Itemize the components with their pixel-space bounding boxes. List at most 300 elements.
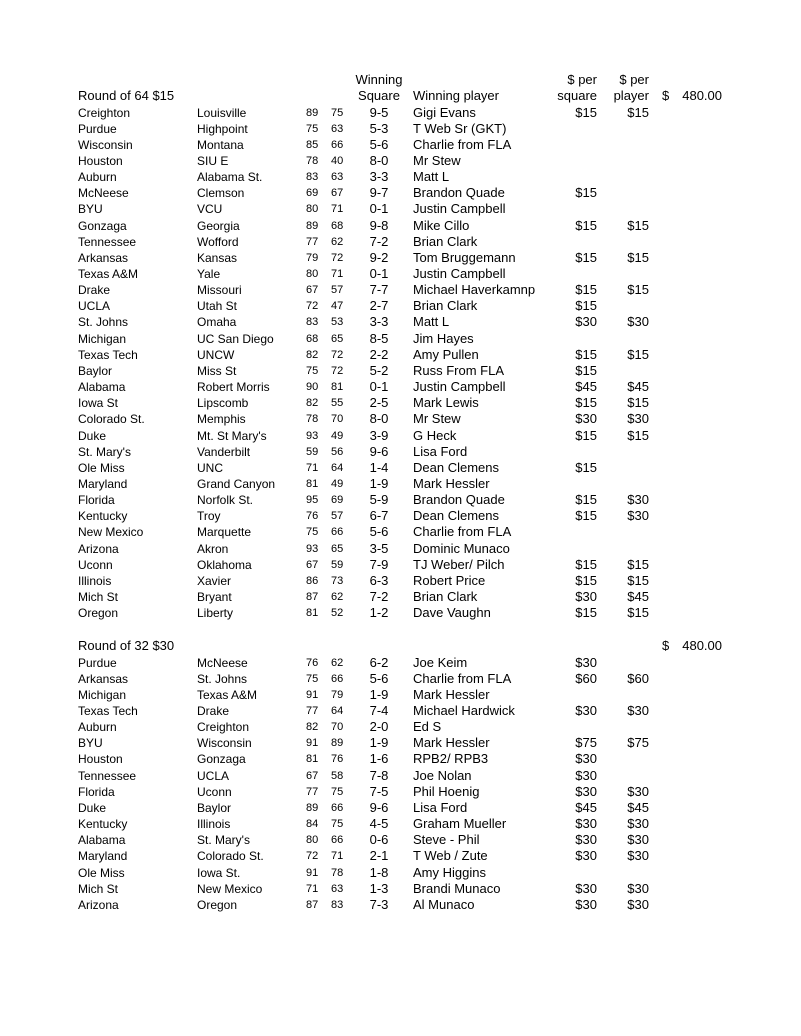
per-player-cell: $45 (627, 379, 649, 394)
table-row (0, 331, 801, 347)
score1-cell: 78 (306, 154, 319, 167)
score1-cell: 87 (306, 898, 319, 911)
winning-square-cell: 7-7 (369, 282, 389, 298)
per-player-cell: $15 (627, 104, 649, 120)
winning-square-cell: 7-8 (369, 767, 389, 783)
score2-cell: 53 (331, 316, 344, 329)
score1-cell: 86 (306, 574, 319, 587)
team2-cell: Norfolk St. (197, 493, 254, 508)
team1-cell: Arizona (78, 897, 119, 912)
team2-cell: UCLA (197, 768, 230, 783)
score2-cell: 57 (331, 510, 344, 523)
winning-square-cell: 7-4 (369, 703, 389, 718)
team1-cell: Auburn (78, 720, 117, 735)
winning-player-cell: Mark Hessler (413, 475, 490, 491)
per-player-cell: $30 (627, 508, 649, 524)
winning-player-cell: Lisa Ford (413, 799, 468, 815)
team1-cell: BYU (78, 202, 103, 217)
team2-cell: Montana (197, 137, 244, 152)
winning-square-cell: 5-3 (369, 120, 389, 136)
table-row (0, 768, 801, 784)
team2-cell: Creighton (197, 720, 250, 735)
team2-cell: Wisconsin (197, 736, 252, 751)
header-row-bottom (0, 88, 801, 104)
team2-cell: Memphis (197, 412, 246, 427)
winning-square-cell: 0-1 (369, 379, 389, 394)
team1-cell: Arkansas (78, 671, 129, 686)
winning-player-cell: Amy Pullen (413, 346, 479, 362)
score1-cell: 84 (306, 818, 319, 830)
winning-player-cell: Michael Haverkamnp (413, 282, 536, 298)
winning-square-cell: 0-1 (369, 266, 389, 281)
table-row (0, 605, 801, 621)
per-player-cell: $60 (627, 670, 649, 686)
score2-cell: 78 (331, 866, 344, 879)
section-title-round-32: Round of 32 $30 (78, 638, 175, 653)
per-player-cell: $15 (627, 282, 649, 298)
score2-cell: 71 (331, 268, 344, 280)
winning-square-cell: 1-4 (369, 459, 389, 475)
winning-player-cell: Brian Clark (413, 298, 478, 314)
team2-cell: Wofford (197, 234, 239, 249)
score1-cell: 89 (306, 219, 319, 232)
team2-cell: Baylor (197, 800, 232, 815)
winning-square-cell: 0-6 (369, 832, 389, 848)
score1-cell: 89 (306, 801, 319, 814)
winning-player-cell: T Web Sr (GKT) (413, 120, 507, 136)
team2-cell: Alabama St. (197, 170, 263, 185)
winning-player-cell: Tom Bruggemann (413, 249, 516, 265)
team1-cell: Michigan (78, 687, 127, 702)
winning-player-cell: Ed S (413, 719, 442, 735)
team2-cell: Grand Canyon (197, 476, 276, 491)
score2-cell: 64 (331, 461, 344, 474)
team1-cell: McNeese (78, 186, 129, 201)
winning-square-cell: 2-2 (369, 346, 389, 362)
per-square-cell: $15 (575, 282, 597, 298)
score2-cell: 49 (331, 477, 344, 490)
score2-cell: 72 (331, 251, 344, 264)
team1-cell: Mich St (78, 590, 119, 604)
winning-player-cell: Justin Campbell (413, 266, 506, 281)
per-square-cell: $30 (575, 816, 597, 831)
team1-cell: BYU (78, 736, 103, 751)
team2-cell: UNC (197, 460, 223, 475)
team2-cell: Utah St (197, 299, 238, 314)
score2-cell: 64 (331, 705, 344, 717)
winning-player-cell: Gigi Evans (413, 104, 476, 120)
per-square-cell: $30 (575, 411, 597, 427)
score1-cell: 67 (306, 769, 319, 782)
per-player-cell: $45 (627, 589, 649, 604)
winning-player-cell: RPB2/ RPB3 (413, 751, 489, 767)
score1-cell: 87 (306, 591, 319, 603)
round-32-title-row (0, 638, 801, 654)
winning-square-cell: 8-0 (369, 152, 389, 168)
score2-cell: 58 (331, 769, 344, 782)
score2-cell: 62 (331, 656, 344, 669)
score2-cell: 69 (331, 494, 344, 507)
table-row (0, 655, 801, 671)
team1-cell: Arkansas (78, 250, 129, 265)
per-player-cell: $30 (627, 314, 649, 330)
winning-player-cell: Amy Higgins (413, 864, 486, 880)
winning-square-cell: 5-2 (369, 362, 389, 378)
team2-cell: Louisville (197, 105, 247, 120)
team2-cell: Xavier (197, 573, 232, 588)
score1-cell: 71 (306, 882, 319, 895)
score1-cell: 80 (306, 834, 319, 847)
team2-cell: Miss St (197, 363, 237, 378)
team2-cell: St. Mary's (197, 833, 250, 848)
team1-cell: New Mexico (78, 525, 144, 540)
per-square-header-line1: $ per (567, 72, 597, 87)
team1-cell: Arizona (78, 541, 119, 556)
winning-player-cell: Mark Lewis (413, 395, 479, 411)
winning-square-cell: 8-0 (369, 411, 389, 427)
per-player-cell: $30 (627, 832, 649, 848)
per-player-cell: $30 (627, 816, 649, 831)
per-square-cell: $45 (575, 379, 597, 394)
score1-cell: 67 (306, 284, 319, 297)
per-player-cell: $30 (627, 896, 649, 912)
team2-cell: UC San Diego (197, 331, 274, 346)
team2-cell: SIU E (197, 153, 229, 168)
team2-cell: Oklahoma (197, 557, 252, 572)
team1-cell: Maryland (78, 849, 128, 864)
winning-player-cell: Lisa Ford (413, 443, 468, 459)
table-row (0, 751, 801, 767)
winning-player-cell: Charlie from FLA (413, 524, 512, 540)
per-square-cell: $15 (575, 104, 597, 120)
score2-cell: 66 (331, 834, 344, 847)
winning-square-cell: 2-0 (369, 719, 389, 735)
score2-cell: 47 (331, 300, 344, 313)
score1-cell: 75 (306, 672, 319, 685)
score2-cell: 73 (331, 574, 344, 587)
score2-cell: 66 (331, 138, 344, 151)
per-square-cell: $15 (575, 556, 597, 572)
winning-square-header-line1: Winning (355, 72, 403, 87)
winning-square-cell: 6-3 (369, 572, 389, 588)
team2-cell: St. Johns (197, 671, 248, 686)
per-square-cell: $15 (575, 185, 597, 201)
winning-square-cell: 2-1 (369, 848, 389, 864)
winning-player-cell: Matt L (413, 169, 450, 185)
score2-cell: 62 (331, 235, 344, 248)
per-square-cell: $30 (575, 783, 597, 799)
per-player-cell: $15 (627, 217, 649, 233)
table-row (0, 234, 801, 250)
team1-cell: Houston (78, 752, 123, 767)
per-square-cell: $15 (575, 298, 597, 314)
team1-cell: Oregon (78, 606, 119, 621)
per-square-cell: $15 (575, 249, 597, 265)
per-player-cell: $15 (627, 572, 649, 588)
winning-player-cell: Matt L (413, 314, 450, 330)
per-square-cell: $30 (575, 654, 597, 670)
table-row (0, 121, 801, 137)
winning-square-cell: 3-3 (369, 169, 389, 185)
per-player-header-line2: player (613, 88, 649, 103)
score2-cell: 66 (331, 672, 344, 685)
per-player-cell: $30 (627, 848, 649, 864)
winning-square-cell: 4-5 (369, 816, 389, 831)
score1-cell: 77 (306, 785, 319, 798)
score2-cell: 72 (331, 348, 344, 361)
score1-cell: 82 (306, 348, 319, 361)
score1-cell: 79 (306, 251, 319, 264)
score2-cell: 70 (331, 721, 344, 734)
team2-cell: Highpoint (197, 121, 248, 136)
winning-square-cell: 5-6 (369, 524, 389, 540)
table-row (0, 379, 801, 395)
winning-square-cell: 9-6 (369, 443, 389, 459)
team1-cell: Texas Tech (78, 704, 138, 718)
team1-cell: Texas Tech (78, 347, 138, 362)
score2-cell: 71 (331, 850, 344, 863)
team2-cell: Uconn (197, 784, 232, 799)
team1-cell: Duke (78, 428, 107, 443)
winning-square-cell: 7-9 (369, 556, 389, 572)
per-square-cell: $45 (575, 799, 597, 815)
score2-cell: 62 (331, 591, 344, 603)
score2-cell: 65 (331, 542, 344, 555)
per-player-cell: $15 (627, 249, 649, 265)
score1-cell: 77 (306, 235, 319, 248)
winning-player-cell: Mr Stew (413, 411, 461, 427)
score2-cell: 75 (331, 106, 344, 119)
table-row (0, 573, 801, 589)
winning-square-cell: 2-7 (369, 298, 389, 314)
winning-player-cell: Russ From FLA (413, 362, 505, 378)
score2-cell: 55 (331, 397, 344, 410)
score1-cell: 85 (306, 138, 319, 151)
winning-player-cell: Joe Keim (413, 654, 468, 670)
per-player-cell: $30 (627, 783, 649, 799)
table-row (0, 266, 801, 282)
team2-cell: Lipscomb (197, 396, 249, 411)
team2-cell: Akron (197, 541, 229, 556)
winning-square-cell: 2-5 (369, 395, 389, 411)
team1-cell: Ole Miss (78, 460, 125, 475)
team2-cell: Kansas (197, 250, 238, 265)
score2-cell: 66 (331, 526, 344, 539)
winning-square-cell: 3-5 (369, 540, 389, 556)
team2-cell: Troy (197, 509, 221, 524)
score1-cell: 67 (306, 558, 319, 571)
per-square-header-line2: square (557, 88, 597, 103)
score1-cell: 59 (306, 445, 319, 458)
team1-cell: Iowa St (78, 396, 119, 411)
score1-cell: 93 (306, 429, 319, 442)
per-player-header-line1: $ per (619, 72, 649, 87)
winning-player-cell: Mr Stew (413, 152, 461, 168)
score1-cell: 81 (306, 477, 319, 490)
score2-cell: 66 (331, 801, 344, 814)
round-32-total: 480.00 (682, 638, 722, 653)
per-player-cell: $15 (627, 346, 649, 362)
per-square-cell: $30 (575, 832, 597, 848)
per-square-cell: $30 (575, 896, 597, 912)
team2-cell: Vanderbilt (197, 444, 251, 459)
per-square-cell: $30 (575, 848, 597, 864)
per-square-cell: $15 (575, 362, 597, 378)
team2-cell: Oregon (197, 897, 238, 912)
winning-player-cell: TJ Weber/ Pilch (413, 556, 505, 572)
winning-square-cell: 5-6 (369, 136, 389, 152)
winning-square-cell: 9-6 (369, 799, 389, 815)
team1-cell: Florida (78, 493, 115, 508)
winning-square-cell: 7-3 (369, 896, 389, 912)
team2-cell: Missouri (197, 283, 242, 298)
per-square-cell: $15 (575, 427, 597, 443)
team1-cell: Uconn (78, 557, 113, 572)
table-row (0, 250, 801, 266)
winning-player-cell: Dominic Munaco (413, 540, 510, 556)
table-row (0, 460, 801, 476)
winning-square-cell: 1-8 (369, 864, 389, 880)
table-row (0, 687, 801, 703)
per-player-cell: $15 (627, 605, 649, 621)
round-32-total-currency: $ (662, 638, 670, 653)
score1-cell: 83 (306, 171, 319, 184)
round-64-total: 480.00 (682, 88, 722, 103)
score2-cell: 81 (331, 381, 344, 393)
winning-player-cell: G Heck (413, 427, 457, 443)
table-row (0, 411, 801, 427)
winning-square-cell: 0-1 (369, 201, 389, 217)
table-row (0, 897, 801, 913)
per-square-cell: $15 (575, 459, 597, 475)
winning-player-cell: Brian Clark (413, 589, 478, 604)
winning-square-cell: 8-5 (369, 330, 389, 346)
team2-cell: Colorado St. (197, 849, 264, 864)
team1-cell: UCLA (78, 299, 111, 314)
winning-player-header: Winning player (413, 88, 499, 103)
winning-player-cell: Michael Hardwick (413, 703, 515, 718)
per-player-cell: $15 (627, 427, 649, 443)
team2-cell: Liberty (197, 606, 234, 621)
team2-cell: Georgia (197, 218, 240, 233)
score2-cell: 89 (331, 737, 344, 750)
winning-player-cell: Jim Hayes (413, 330, 474, 346)
team2-cell: Marquette (197, 525, 252, 540)
score2-cell: 57 (331, 284, 344, 297)
score2-cell: 56 (331, 445, 344, 458)
team1-cell: St. Mary's (78, 444, 131, 459)
score1-cell: 80 (306, 268, 319, 280)
team1-cell: Creighton (78, 105, 131, 120)
score2-cell: 75 (331, 785, 344, 798)
winning-square-cell: 9-2 (369, 249, 389, 265)
winning-square-cell: 7-2 (369, 233, 389, 249)
per-square-cell: $30 (575, 751, 597, 767)
table-row (0, 298, 801, 314)
score1-cell: 89 (306, 106, 319, 119)
team1-cell: Drake (78, 283, 111, 298)
winning-square-header-line2: Square (358, 88, 400, 103)
per-square-cell: $15 (575, 508, 597, 524)
winning-player-cell: Brandon Quade (413, 185, 505, 201)
per-square-cell: $30 (575, 703, 597, 718)
per-square-cell: $30 (575, 314, 597, 330)
winning-square-cell: 1-3 (369, 880, 389, 896)
winning-player-cell: Steve - Phil (413, 832, 480, 848)
team2-cell: Illinois (197, 817, 231, 831)
team2-cell: New Mexico (197, 881, 263, 896)
per-player-cell: $30 (627, 411, 649, 427)
team1-cell: Purdue (78, 121, 117, 136)
table-row (0, 508, 801, 524)
winning-square-cell: 3-9 (369, 427, 389, 443)
winning-square-cell: 6-7 (369, 508, 389, 524)
table-row (0, 784, 801, 800)
winning-player-cell: Brandon Quade (413, 492, 505, 508)
score2-cell: 65 (331, 332, 344, 345)
table-row (0, 524, 801, 540)
team1-cell: Baylor (78, 363, 113, 378)
team1-cell: St. Johns (78, 315, 129, 330)
score2-cell: 83 (331, 898, 344, 911)
team1-cell: Michigan (78, 331, 127, 346)
score1-cell: 75 (306, 122, 319, 135)
table-row (0, 137, 801, 153)
round-64-total-currency: $ (662, 88, 670, 103)
table-row (0, 169, 801, 185)
team1-cell: Tennessee (78, 234, 137, 249)
winning-square-cell: 9-7 (369, 185, 389, 201)
score1-cell: 91 (306, 688, 319, 701)
table-row (0, 314, 801, 330)
per-player-cell: $45 (627, 799, 649, 815)
team1-cell: Mich St (78, 881, 119, 896)
score1-cell: 82 (306, 397, 319, 410)
winning-player-cell: Justin Campbell (413, 379, 506, 394)
team1-cell: Duke (78, 800, 107, 815)
score2-cell: 67 (331, 187, 344, 200)
team1-cell: Illinois (78, 573, 112, 588)
table-row (0, 185, 801, 201)
team2-cell: Bryant (197, 590, 232, 604)
team1-cell: Gonzaga (78, 218, 127, 233)
team1-cell: Wisconsin (78, 137, 133, 152)
score2-cell: 40 (331, 154, 344, 167)
team2-cell: Gonzaga (197, 752, 246, 767)
team2-cell: Drake (197, 704, 230, 718)
table-row (0, 865, 801, 881)
per-player-cell: $15 (627, 395, 649, 411)
score2-cell: 71 (331, 203, 344, 216)
winning-player-cell: Dave Vaughn (413, 605, 491, 621)
table-row (0, 541, 801, 557)
table-row (0, 282, 801, 298)
score1-cell: 72 (306, 850, 319, 863)
per-square-cell: $15 (575, 217, 597, 233)
score2-cell: 75 (331, 818, 344, 830)
team2-cell: Yale (197, 267, 221, 281)
header-row-top (0, 72, 801, 88)
winning-square-cell: 1-6 (369, 751, 389, 767)
team1-cell: Tennessee (78, 768, 137, 783)
team2-cell: Iowa St. (197, 865, 241, 880)
per-square-cell: $15 (575, 572, 597, 588)
team2-cell: Omaha (197, 315, 237, 330)
table-row (0, 492, 801, 508)
winning-player-cell: Charlie from FLA (413, 136, 512, 152)
winning-player-cell: Graham Mueller (413, 816, 507, 831)
winning-player-cell: Al Munaco (413, 896, 475, 912)
